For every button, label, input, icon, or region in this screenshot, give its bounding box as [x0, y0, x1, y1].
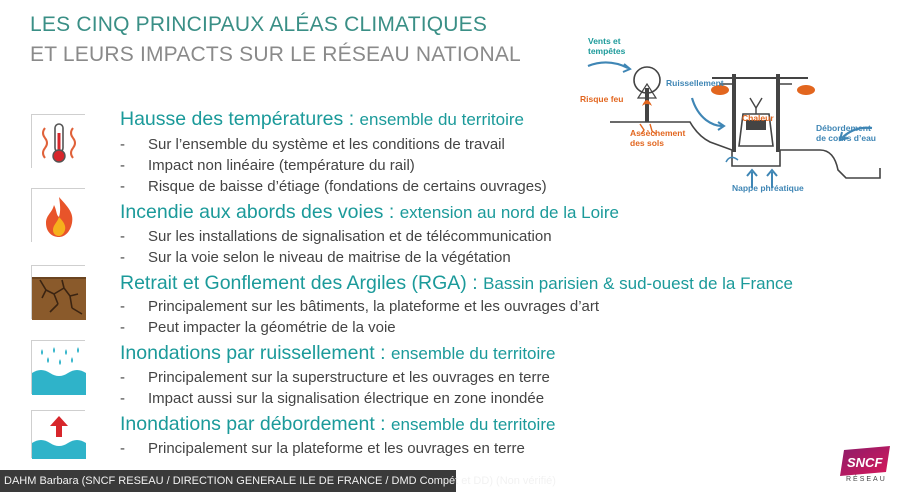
- diagram-label-groundwater: Nappe phréatique: [732, 183, 804, 193]
- slide-subtitle: ET LEURS IMPACTS SUR LE RÉSEAU NATIONAL: [30, 43, 521, 66]
- hazard-heading: [120, 342, 555, 365]
- hazard-title: Inondations par débordement :: [120, 413, 392, 435]
- hazard-heading: [120, 201, 619, 224]
- diagram-label-drought: Assèchement des sols: [630, 128, 686, 148]
- hazard-scope: ensemble du territoire: [390, 344, 556, 363]
- rain-runoff-icon: [31, 340, 85, 394]
- hazard-heading: [120, 108, 524, 131]
- hazard-scope: Bassin parisien & sud-ouest de la France: [483, 274, 794, 293]
- bullet-item: - Impact aussi sur la signalisation électrique en zone inondée: [120, 390, 545, 407]
- bullet-item: - Principalement sur les bâtiments, la plateforme et les ouvrages d’art: [120, 298, 600, 315]
- hazard-title: Hausse des températures :: [120, 108, 360, 130]
- bullet-item: - Sur la voie selon le niveau de maitrise de la végétation: [120, 249, 511, 266]
- diagram-label-wind: Vents et tempêtes: [588, 36, 626, 56]
- hazard-heading: [120, 272, 793, 295]
- thermometer-heat-icon: [31, 114, 85, 168]
- diagram-illustration: [580, 28, 900, 198]
- hazard-scope: ensemble du territoire: [359, 110, 524, 129]
- bullet-item: - Risque de baisse d’étiage (fondations de certains ouvrages): [120, 178, 547, 195]
- hazard-scope: ensemble du territoire: [391, 415, 556, 434]
- diagram-label-runoff: Ruissellement: [666, 78, 724, 88]
- hazard-title: Inondations par ruissellement :: [120, 342, 391, 364]
- diagram-label-overflow: Débordement de cours d’eau: [816, 123, 876, 143]
- slide-title: LES CINQ PRINCIPAUX ALÉAS CLIMATIQUES: [30, 13, 488, 36]
- bullet-item: - Principalement sur la plateforme et les ouvrages en terre: [120, 440, 525, 457]
- cracked-soil-icon: [31, 265, 85, 319]
- svg-text:SNCF: SNCF: [847, 455, 883, 470]
- hazard-heading: [120, 413, 555, 436]
- bullet-item: - Principalement sur la superstructure et les ouvrages en terre: [120, 369, 550, 386]
- flood-overflow-icon: [31, 410, 85, 458]
- fire-icon: [31, 188, 85, 242]
- diagram-label-fire-risk: Risque feu: [580, 94, 624, 104]
- bullet-item: - Peut impacter la géométrie de la voie: [120, 319, 396, 336]
- speaker-name-bar: DAHM Barbara (SNCF RESEAU / DIRECTION GENERALE ILE DE FRANCE / DMD Compét et DD) (Non vérifié): [0, 470, 456, 492]
- climate-hazards-diagram: [580, 28, 900, 198]
- hazard-scope: extension au nord de la Loire: [399, 203, 619, 222]
- diagram-label-heat: Chaleur: [742, 113, 774, 123]
- bullet-item: - Impact non linéaire (température du rail): [120, 157, 415, 174]
- hazard-title: Retrait et Gonflement des Argiles (RGA) :: [120, 272, 484, 294]
- hazard-title: Incendie aux abords des voies :: [120, 201, 400, 223]
- logo-subtitle: RÉSEAU: [846, 476, 887, 483]
- bullet-item: - Sur l’ensemble du système et les conditions de travail: [120, 136, 505, 153]
- bullet-item: - Sur les installations de signalisation et de télécommunication: [120, 228, 552, 245]
